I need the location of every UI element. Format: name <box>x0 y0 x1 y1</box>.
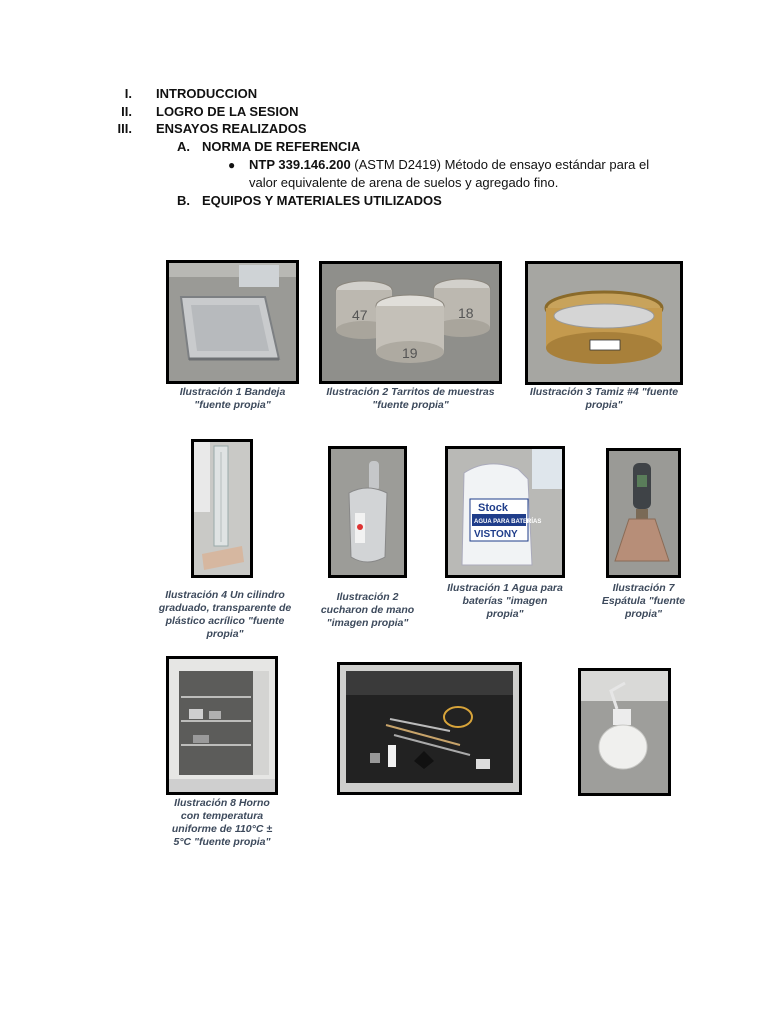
photo-cilindro <box>191 439 253 578</box>
caption-line: Ilustración 2 Tarritos de muestras <box>326 386 495 398</box>
outline-letter: A. <box>177 139 190 154</box>
caption-line: graduado, transparente de <box>158 602 292 614</box>
outline-letter: B. <box>177 193 190 208</box>
photo-tarritos <box>319 261 502 384</box>
caption-line: cucharon de mano <box>320 604 415 616</box>
caption-espatula <box>596 582 691 621</box>
caption-cucharon <box>312 591 423 630</box>
caption-line: Ilustración 8 Horno <box>174 797 270 809</box>
outline-bullet-norma <box>0 156 768 192</box>
outline-text: ENSAYOS REALIZADOS <box>156 121 307 136</box>
caption-line: Espátula "fuente <box>601 595 686 607</box>
caption-line: con temperatura <box>180 810 264 822</box>
photo-agua-baterias <box>445 446 565 578</box>
caption-line: Ilustración 1 Agua para <box>447 582 563 594</box>
caption-line: propia" <box>624 608 663 620</box>
caption-line: "imagen propia" <box>326 617 409 629</box>
caption-line: "fuente propia" <box>372 399 449 411</box>
photo-kit-maletin <box>337 662 522 795</box>
bullet-line1: (ASTM D2419) Método de ensayo estándar para el <box>350 157 650 172</box>
bullet-text <box>249 156 669 192</box>
outline-text: INTRODUCCION <box>156 86 258 101</box>
photo-bandeja <box>166 260 299 384</box>
photo-tamiz <box>525 261 683 385</box>
caption-tarritos <box>314 386 507 412</box>
photo-espatula <box>606 448 681 578</box>
caption-line: plástico acrílico "fuente propia" <box>165 615 285 640</box>
caption-horno <box>156 797 288 849</box>
outline-number: II. <box>121 104 132 119</box>
bullet-dot-icon: ● <box>228 158 236 172</box>
bullet-standard-code: NTP 339.146.200 <box>249 157 351 172</box>
caption-line: Ilustración 1 Bandeja <box>179 386 286 398</box>
label-vistony: VISTONY <box>474 529 518 540</box>
caption-agua-baterias <box>440 582 570 621</box>
photo-frasco <box>578 668 671 796</box>
bullet-line2: valor equivalente de arena de suelos y agregado fino. <box>249 175 559 190</box>
caption-line: Ilustración 7 <box>612 582 675 594</box>
caption-tamiz <box>520 386 688 412</box>
caption-line: uniforme de 110°C ± <box>171 823 273 835</box>
outline-text: LOGRO DE LA SESION <box>156 104 299 119</box>
outline-number: III. <box>117 121 132 136</box>
label-agua-baterias: AGUA PARA BATERÍAS <box>474 519 542 525</box>
tin-label-18: 18 <box>458 305 474 321</box>
caption-line: baterías "imagen <box>462 595 548 607</box>
caption-cilindro <box>150 589 300 641</box>
caption-line: Ilustración 3 Tamiz #4 "fuente <box>529 386 679 398</box>
tin-label-19: 19 <box>402 345 418 361</box>
caption-line: Ilustración 4 Un cilindro <box>165 589 285 601</box>
photo-cucharon <box>328 446 407 578</box>
caption-line: Ilustración 2 <box>336 591 399 603</box>
caption-line: propia" <box>486 608 524 620</box>
label-stock: Stock <box>478 502 508 514</box>
tin-label-47: 47 <box>352 307 368 323</box>
outline-number: I. <box>124 86 132 101</box>
photo-horno <box>166 656 278 795</box>
caption-line: propia" <box>585 399 623 411</box>
outline-text: NORMA DE REFERENCIA <box>202 139 361 154</box>
caption-bandeja <box>156 386 309 412</box>
outline-text: EQUIPOS Y MATERIALES UTILIZADOS <box>202 193 442 208</box>
caption-line: 5°C "fuente propia" <box>173 836 271 848</box>
caption-line: "fuente propia" <box>194 399 271 411</box>
